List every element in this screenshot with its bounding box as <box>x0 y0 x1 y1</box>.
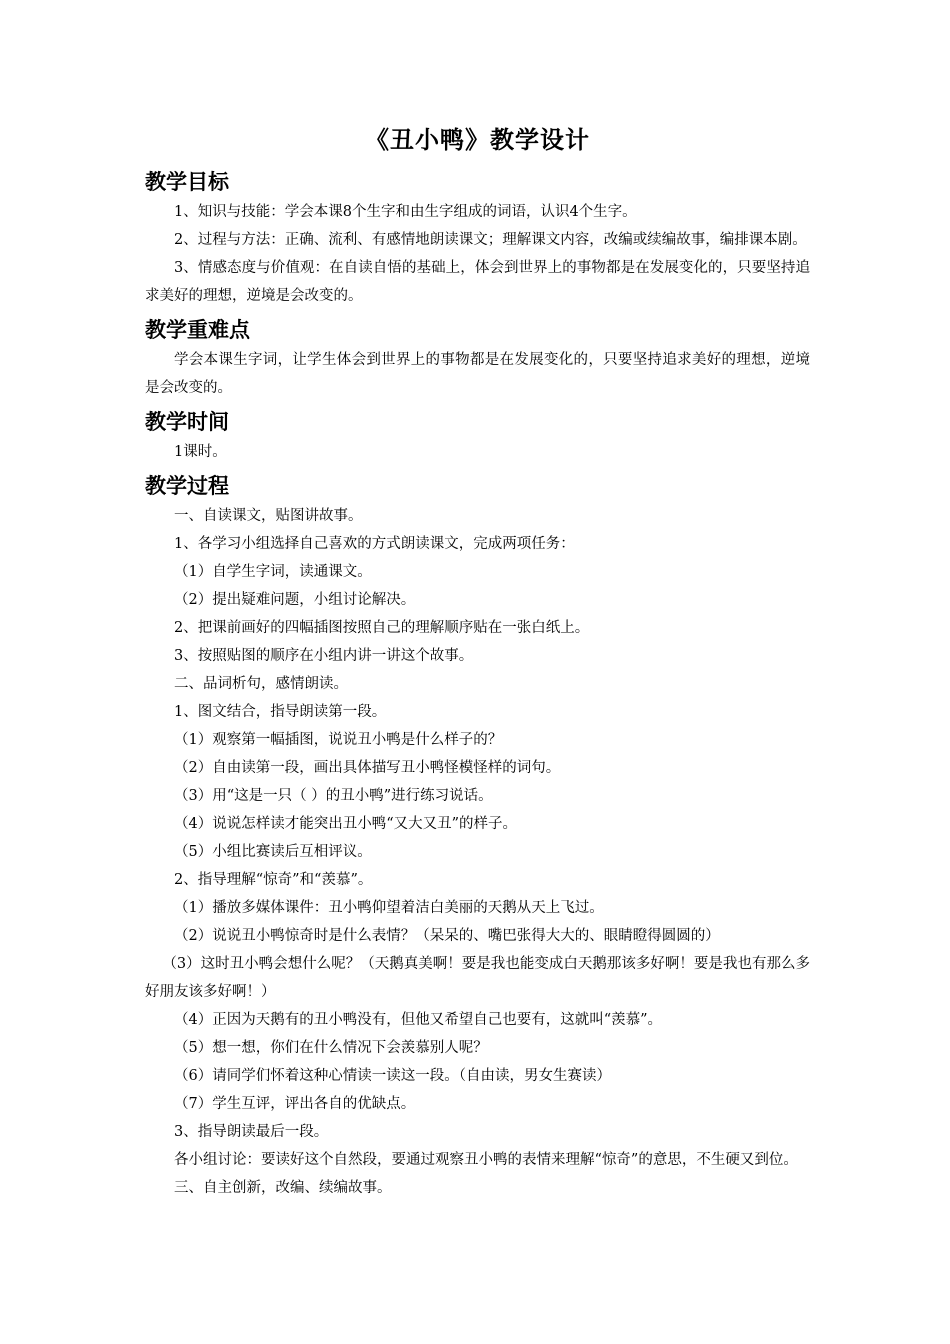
process-line: 一、自读课文，贴图讲故事。 <box>174 508 363 524</box>
process-line: （2）提出疑难问题，小组讨论解决。 <box>174 592 416 608</box>
process-line: （1）观察第一幅插图，说说丑小鸭是什么样子的？ <box>174 732 503 748</box>
heading-key-points: 教学重难点 <box>145 318 250 342</box>
key-points-text: 学会本课生字词，让学生体会到世界上的事物都是在发展变化的，只要坚持追求美好的理想，逆境是会改变的。 <box>145 352 810 396</box>
document-body <box>145 122 810 1202</box>
process-line: （1）播放多媒体课件：丑小鸭仰望着洁白美丽的天鹅从天上飞过。 <box>174 900 604 916</box>
process-line: （2）自由读第一段，画出具体描写丑小鸭怪模怪样的词句。 <box>174 760 561 776</box>
process-line: 二、品词析句，感情朗读。 <box>174 676 348 692</box>
process-line: 3、指导朗读最后一段。 <box>174 1124 329 1140</box>
process-line: （4）说说怎样读才能突出丑小鸭“又大又丑”的样子。 <box>174 816 518 832</box>
document-title: 《丑小鸭》教学设计 <box>365 126 590 154</box>
process-line: （5）想一想，你们在什么情况下会羡慕别人呢？ <box>174 1040 488 1056</box>
time-text: 1课时。 <box>174 444 227 460</box>
process-line: （4）正因为天鹅有的丑小鸭没有，但他又希望自己也要有，这就叫“羡慕”。 <box>174 1012 663 1028</box>
heading-time: 教学时间 <box>145 410 229 434</box>
objective-2: 2、过程与方法：正确、流利、有感情地朗读课文；理解课文内容，改编或续编故事，编排课本剧。 <box>174 232 807 248</box>
process-line: （1）自学生字词，读通课文。 <box>174 564 372 580</box>
process-line: 三、自主创新，改编、续编故事。 <box>174 1180 392 1196</box>
process-line: （7）学生互评，评出各自的优缺点。 <box>174 1096 416 1112</box>
objective-1: 1、知识与技能：学会本课8个生字和由生字组成的词语，认识4个生字。 <box>174 204 637 220</box>
process-line: （3）这时丑小鸭会想什么呢？（天鹅真美啊！要是我也能变成白天鹅那该多好啊！要是我也有那么多好朋友该多好啊！） <box>145 956 810 1000</box>
process-line: 1、各学习小组选择自己喜欢的方式朗读课文，完成两项任务： <box>174 536 575 552</box>
heading-process: 教学过程 <box>145 474 229 498</box>
process-line: （2）说说丑小鸭惊奇时是什么表情？（呆呆的、嘴巴张得大大的、眼睛瞪得圆圆的） <box>174 928 720 944</box>
objective-3: 3、情感态度与价值观：在自读自悟的基础上，体会到世界上的事物都是在发展变化的，只要坚持追求美好的理想，逆境是会改变的。 <box>145 260 810 304</box>
process-line: 3、按照贴图的顺序在小组内讲一讲这个故事。 <box>174 648 474 664</box>
process-line: 各小组讨论：要读好这个自然段，要通过观察丑小鸭的表情来理解“惊奇”的意思，不生硬又到位。 <box>174 1152 798 1168</box>
process-line: 1、图文结合，指导朗读第一段。 <box>174 704 387 720</box>
process-line: （3）用“这是一只（ ）的丑小鸭”进行练习说话。 <box>174 788 493 804</box>
heading-objectives: 教学目标 <box>145 170 229 194</box>
process-line: 2、把课前画好的四幅插图按照自己的理解顺序贴在一张白纸上。 <box>174 620 590 636</box>
process-line: （6）请同学们怀着这种心情读一读这一段。（自由读，男女生赛读） <box>174 1068 611 1084</box>
process-line: （5）小组比赛读后互相评议。 <box>174 844 372 860</box>
process-line: 2、指导理解“惊奇”和“羡慕”。 <box>174 872 373 888</box>
